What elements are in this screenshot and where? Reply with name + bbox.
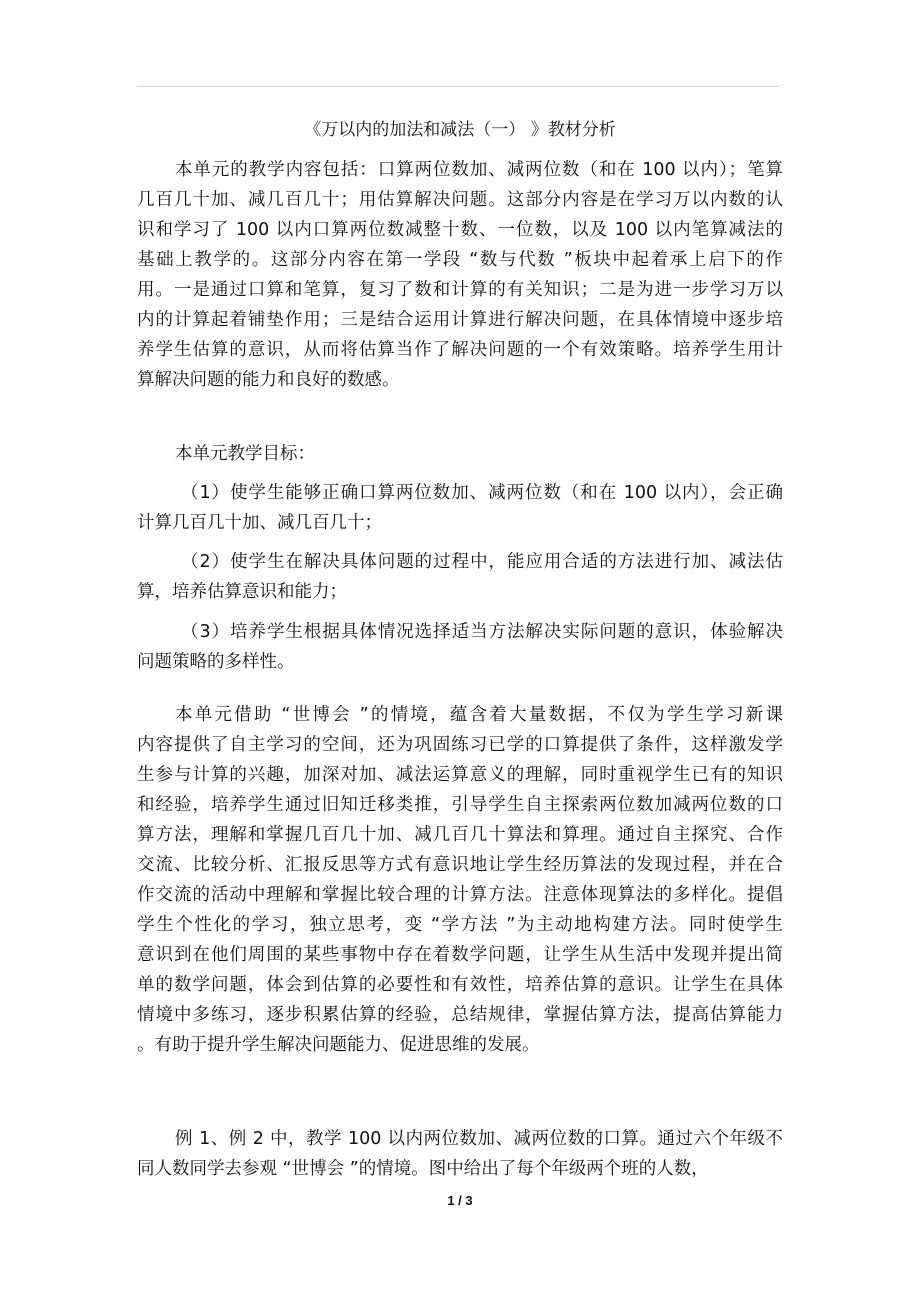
paragraph-line: 本单元借助 “世博会 ”的情境，蕴含着大量数据，不仅为学生学习新课 [175, 705, 783, 725]
paragraph-line: 算，培养估算意识和能力； [137, 582, 347, 602]
paragraph-line: （1）使学生能够正确口算两位数加、减两位数（和在 100 以内），会正确 [181, 483, 783, 503]
paragraph-expo-context [137, 700, 783, 1060]
paragraph-line: 基础上教学的。这部分内容在第一学段 “数与代数 ”板块中起着承上启下的作 [137, 250, 783, 270]
paragraph-examples [137, 1124, 783, 1184]
paragraph-line: 。有助于提升学生解决问题能力、促进思维的发展。 [137, 1035, 540, 1055]
paragraph-line: 内容提供了自主学习的空间，还为巩固练习已学的口算提供了条件，这样激发学 [137, 735, 783, 755]
paragraph-line: 问题策略的多样性。 [137, 652, 295, 672]
page-indicator: 1 / 3 [447, 1193, 473, 1208]
paragraph-line: 同人数同学去参观 “世博会 ”的情境。图中给出了每个年级两个班的人数， [137, 1159, 709, 1179]
paragraph-line: 和经验，培养学生通过旧知迁移类推，引导学生自主探索两位数加减两位数的口 [137, 795, 783, 815]
goal-item-1 [137, 478, 783, 538]
paragraph-content-overview [137, 155, 783, 395]
paragraph-line: 用。一是通过口算和笔算，复习了数和计算的有关知识；二是为进一步学习万以 [137, 280, 783, 300]
paragraph-line: 交流、比较分析、汇报反思等方式有意识地让学生经历算法的发现过程，并在合 [137, 855, 783, 875]
paragraph-line: 算方法，理解和掌握几百几十加、减几百几十算法和算理。通过自主探究、合作 [137, 825, 783, 845]
paragraph-line: 算解决问题的能力和良好的数感。 [137, 370, 400, 390]
header-rule [137, 86, 780, 87]
paragraph-line: 几百几十加、减几百几十；用估算解决问题。这部分内容是在学习万以内数的认 [137, 190, 783, 210]
goal-item-2 [137, 547, 783, 607]
paragraph-line: 生参与计算的兴趣，加深对加、减法运算意义的理解，同时重视学生已有的知识 [137, 765, 783, 785]
paragraph-line: 学生个性化的学习，独立思考，变 “学方法 ”为主动地构建方法。同时使学生 [137, 915, 783, 935]
paragraph-line: 情境中多练习，逐步积累估算的经验，总结规律，掌握估算方法，提高估算能力 [137, 1005, 783, 1025]
paragraph-line: 本单元的教学内容包括：口算两位数加、减两位数（和在 100 以内）；笔算 [175, 160, 783, 180]
paragraph-line: 例 1、例 2 中，教学 100 以内两位数加、减两位数的口算。通过六个年级不 [175, 1129, 783, 1149]
paragraph-line: 内的计算起着铺垫作用；三是结合运用计算进行解决问题，在具体情境中逐步培 [137, 310, 783, 330]
document-title: 《万以内的加法和减法（一） 》教材分析 [304, 120, 616, 140]
paragraph-line: 本单元教学目标： [175, 444, 315, 464]
paragraph-line: 识和学习了 100 以内口算两位数减整十数、一位数，以及 100 以内笔算减法的 [137, 220, 783, 240]
section-heading-goals [137, 439, 783, 469]
goal-item-3 [137, 617, 783, 677]
paragraph-line: （3）培养学生根据具体情况选择适当方法解决实际问题的意识，体验解决 [181, 622, 783, 642]
paragraph-line: 单的数学问题，体会到估算的必要性和有效性，培养估算的意识。让学生在具体 [137, 975, 783, 995]
paragraph-line: （2）使学生在解决具体问题的过程中，能应用合适的方法进行加、减法估 [181, 552, 783, 572]
paragraph-line: 计算几百几十加、减几百几十； [137, 513, 382, 533]
paragraph-line: 作交流的活动中理解和掌握比较合理的计算方法。注意体现算法的多样化。提倡 [137, 885, 783, 905]
paragraph-line: 意识到在他们周围的某些事物中存在着数学问题，让学生从生活中发现并提出简 [137, 945, 783, 965]
paragraph-line: 养学生估算的意识，从而将估算当作了解决问题的一个有效策略。培养学生用计 [137, 340, 783, 360]
